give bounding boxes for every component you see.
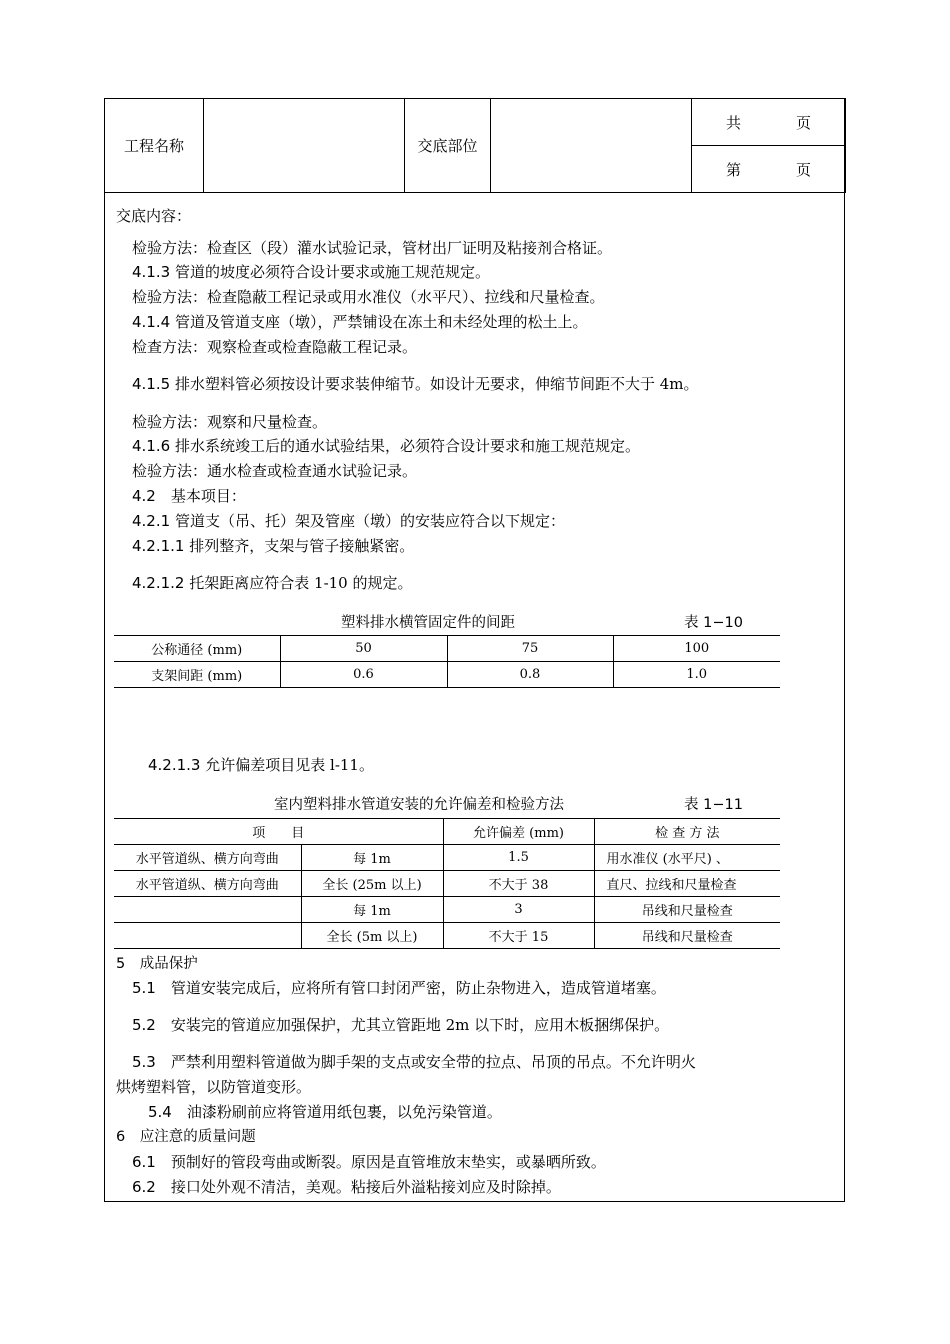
section6-title: 6 应注意的质量问题 <box>116 1129 256 1145</box>
text-line: 5.4 油漆粉刷前应将管道用纸包裹，以免污染管道。 <box>148 1103 502 1121</box>
text-line: 4.1.3 管道的坡度必须符合设计要求或施工规范规定。 <box>132 263 490 281</box>
text-line: 检验方法：观察和尺量检查。 <box>132 413 328 431</box>
table10-caption: 塑料排水横管固定件的间距 <box>341 615 515 631</box>
table-row: 全长 (5m 以上) 不大于 15 吊线和尺量检查 <box>114 923 780 949</box>
text-line: 检验方法：检查隐蔽工程记录或用水准仪（水平尺）、拉线和尺量检查。 <box>132 288 605 306</box>
text-line: 检查方法：观察检查或检查隐蔽工程记录。 <box>132 338 418 356</box>
table-1-10 <box>114 635 780 688</box>
text-line: 检验方法：通水检查或检查通水试验记录。 <box>132 462 418 480</box>
text-line: 检验方法：检查区（段）灌水试验记录，管材出厂证明及粘接剂合格证。 <box>132 239 613 257</box>
section5-title: 5 成品保护 <box>116 956 198 972</box>
table-row: 支架间距 (mm) 0.6 0.8 1.0 <box>114 662 780 688</box>
text-line: 4.2 基本项目： <box>132 487 246 505</box>
text-line: 4.1.4 管道及管道支座（墩），严禁铺设在冻土和未经处理的松土上。 <box>132 313 588 331</box>
content-label: 交底内容： <box>116 207 192 225</box>
text-line: 6.1 预制好的管段弯曲或断裂。原因是直管堆放末垫实，或暴晒所致。 <box>132 1153 606 1171</box>
text-line: 烘烤塑料管，以防管道变形。 <box>116 1078 312 1096</box>
table-row: 每 1m 3 吊线和尺量检查 <box>114 897 780 923</box>
location-field[interactable] <box>491 99 692 193</box>
header-table <box>104 98 846 193</box>
text-line: 4.2.1.3 允许偏差项目见表 l-11。 <box>148 756 374 774</box>
text-line: 5.1 管道安装完成后，应将所有管口封闭严密，防止杂物进入，造成管道堵塞。 <box>132 979 666 997</box>
project-name-field[interactable] <box>204 99 405 193</box>
table-row: 公称通径 (mm) 50 75 100 <box>114 636 780 662</box>
table-header-row: 项 目 允许偏差 (mm) 检 查 方 法 <box>114 819 780 845</box>
table11-number: 表 1−11 <box>684 797 743 813</box>
text-line: 4.2.1.2 托架距离应符合表 1-10 的规定。 <box>132 574 413 592</box>
table11-caption: 室内塑料排水管道安装的允许偏差和检验方法 <box>274 797 564 813</box>
text-line: 5.2 安装完的管道应加强保护，尤其立管距地 2m 以下时，应用木板捆绑保护。 <box>132 1016 670 1034</box>
text-line: 4.2.1.1 排列整齐，支架与管子接触紧密。 <box>132 537 415 555</box>
project-name-label: 工程名称 <box>105 99 204 193</box>
page-number-cell: 第 页 <box>692 146 846 193</box>
text-line: 6.2 接口处外观不清洁，美观。粘接后外溢粘接刘应及时除掉。 <box>132 1178 561 1196</box>
table-row: 水平管道纵、横方向弯曲 每 1m 1.5 用水准仪 (水平尺) 、 <box>114 845 780 871</box>
text-line: 5.3 严禁利用塑料管道做为脚手架的支点或安全带的拉点、吊顶的吊点。不允许明火 <box>132 1053 696 1071</box>
total-pages-cell: 共 页 <box>692 99 846 146</box>
table-row: 水平管道纵、横方向弯曲 全长 (25m 以上) 不大于 38 直尺、拉线和尺量检查 <box>114 871 780 897</box>
table10-number: 表 1−10 <box>684 615 743 631</box>
location-label: 交底部位 <box>405 99 491 193</box>
text-line: 4.2.1 管道支（吊、托）架及管座（墩）的安装应符合以下规定： <box>132 512 565 530</box>
table-1-11 <box>114 818 780 949</box>
text-line: 4.1.6 排水系统竣工后的通水试验结果，必须符合设计要求和施工规范规定。 <box>132 437 640 455</box>
text-line: 4.1.5 排水塑料管必须按设计要求装伸缩节。如设计无要求，伸缩节间距不大于 4m。 <box>132 375 699 393</box>
